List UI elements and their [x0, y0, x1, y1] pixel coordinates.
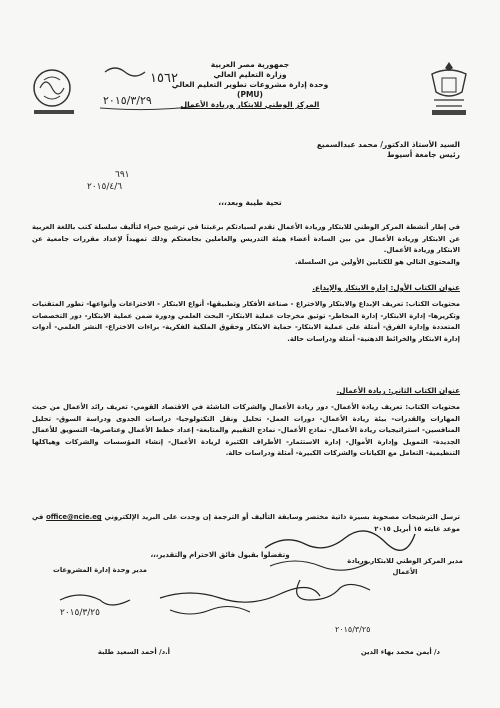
addressee-name: السيد الأستاذ الدكتور/ محمد عبدالسميع	[316, 140, 460, 149]
svg-text:٢٠١٥/٣/٢٥: ٢٠١٥/٣/٢٥	[60, 608, 100, 618]
handwritten-reference	[85, 168, 165, 192]
right-signer-name: د/ أيمن محمد بهاء الدين	[360, 648, 440, 656]
salutation: وتفضلوا بقبول فائق الاحترام والتقدير،،،	[150, 551, 290, 559]
header-line-country: جمهورية مصر العربية	[210, 60, 290, 69]
book2-title: عنوان الكتاب الثاني: ريادة الأعمال.	[336, 386, 460, 395]
book2-content: محتويات الكتاب: تعريف ريادة الأعمال- دور ريادة الأعمال والشركات الناشئة في الاقتصاد القومي- تعريف رائد الأعمال من حيث المهارات والقدرات- بيئة ريادة الأعمال- دورات العمل- تحليل ونقل التكنولوجيا- دراسات الجدوى ودراسة السوق- تحليل المنافسين- استراتيجيات ريادة الأعمال- نماذج الأعمال- نماذج التقييم والمتابعة- إعداد خطط الأعمال وعناصرها- التسويق للأعمال الجديدة- التمويل وإدارة الأموال- إدارة الاستثمار- الأطراف الكثيرة لريادة الأعمال- إنشاء المؤسسات والشركات وهياكلها التنظيمية- التعامل مع الكيانات والشركات الكبيرة- أمثلة ودراسات حالة.	[32, 403, 460, 457]
header-line-pmu: (PMU)	[237, 90, 263, 99]
closing-text: ترسل الترشيحات مصحوبة بسيرة ذاتية مختصر وسابقة التأليف أو الترجمة إن وجدت على البريد الإلكتروني	[104, 513, 460, 521]
closing-paragraph	[32, 512, 460, 535]
addressee-block	[140, 140, 460, 160]
book1-title: عنوان الكتاب الأول: إدارة الابتكار والإبداع.	[312, 283, 460, 292]
book1-content: محتويات الكتاب: تعريف الإبداع والابتكار والاختراع - صناعة الأفكار وتطبيقها- أنواع الابتكار - الاختراعات وأنواعها- تطور المتقنيات وتكريرها- إدارة الابتكار- إدارة المخاطر- توثيق مخرجات عملية الابتكار- البحث العلمي ودورة ضمن عملية الابتكار- دور التخصصات المتعددة وإدارة الفرق- أمثلة على عملية الابتكار- حماية الابتكار وحقوق الملكية الفكرية- براءات الاختراع- النشر العلمي- أدوات إدارة الابتكار والخرائط الذهنية- أمثلة ودراسات حالة.	[32, 300, 460, 343]
left-signer-title: مدير وحدة إدارة المشروعات	[53, 566, 147, 574]
greeting: تحية طيبة وبعد،،،	[218, 198, 282, 207]
header-line-ministry: وزارة التعليم العالي	[213, 70, 287, 79]
svg-text:١٥٦٢: ١٥٦٢	[150, 71, 178, 86]
deadline-text: في موعد غايته ١٥ أبريل ٢٠١٥	[32, 513, 460, 533]
svg-text:٢٠١٥/٣/٢٩: ٢٠١٥/٣/٢٩	[103, 94, 152, 107]
email-link[interactable]: office@ncie.eg	[46, 513, 102, 521]
sequence-note: والمحتوى التالي هو للكتابين الأولين من السلسلة.	[294, 258, 460, 266]
svg-text:٢٠١٥/٣/٢٥: ٢٠١٥/٣/٢٥	[335, 625, 371, 634]
svg-text:٢٠١٥/٤/٦: ٢٠١٥/٤/٦	[87, 182, 123, 192]
addressee-title: رئيس جامعة أسيوط	[386, 150, 460, 159]
left-signer-name: أ.د/ أحمد السعيد طلبة	[97, 648, 170, 656]
header-line-center: المركز الوطني للابتكار وريادة الأعمال	[180, 100, 320, 109]
signature-block-right	[340, 556, 470, 578]
signature-block-left	[40, 565, 160, 576]
letterhead	[150, 60, 350, 110]
header-line-unit: وحدة إدارة مشروعات تطوير التعليم العالي	[171, 80, 329, 89]
svg-text:٦٩١: ٦٩١	[115, 170, 130, 180]
intro-paragraph: في إطار أنشطة المركز الوطني للابتكار وريادة الأعمال تقدم لسيادتكم برغبتنا في ترشيح خبراء لتأليف سلسلة كتب باللغة العربية عن الابتكار وريادة الأعمال من بين السادة أعضاء هيئة التدريس والعاملين بجامعتكم وذلك تمهيداً لإعداد مقررات جامعية عن الابتكار وريادة الأعمال.	[32, 223, 460, 254]
right-signer-title: مدير المركز الوطني للابتكار وريادة الأعمال	[347, 557, 463, 576]
eagle-emblem-icon	[426, 58, 472, 118]
ncie-logo-icon	[22, 60, 92, 120]
